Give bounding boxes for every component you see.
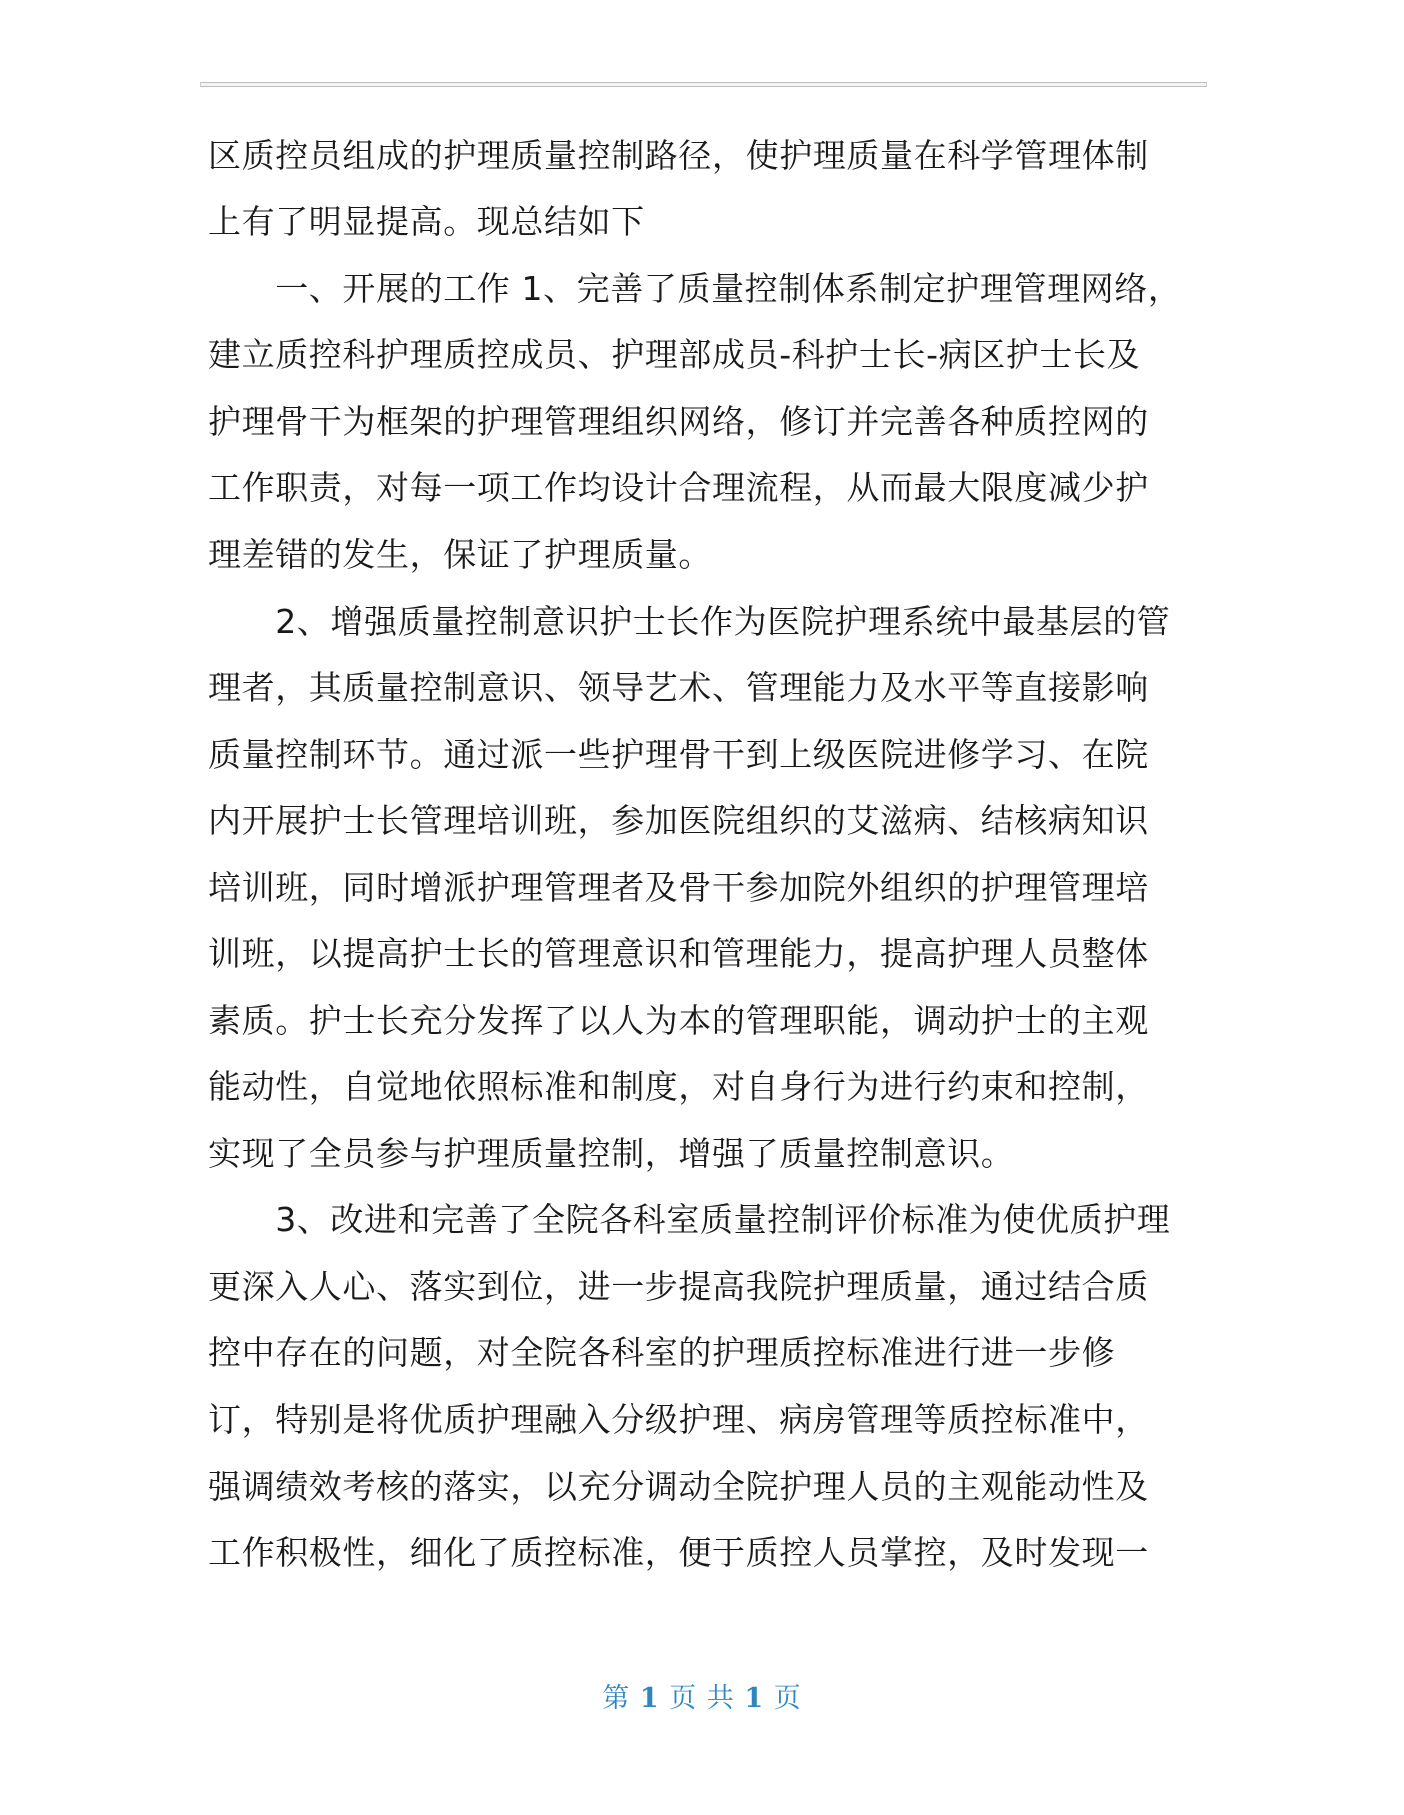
page-footer [0,1676,1404,1715]
text-line: 能动性，自觉地依照标准和制度，对自身行为进行约束和控制， [208,1067,1149,1106]
text-line: 上有了明显提高。现总结如下 [208,202,645,241]
text-line: 素质。护士长充分发挥了以人为本的管理职能，调动护士的主观 [208,1001,1149,1040]
footer-prefix: 第 [602,1683,631,1714]
text-line: 建立质控科护理质控成员、护理部成员-科护士长-病区护士长及 [208,335,1141,374]
text-line: 护理骨干为框架的护理管理组织网络，修订并完善各种质控网的 [208,402,1149,441]
text-line: 质量控制环节。通过派一些护理骨干到上级医院进修学习、在院 [208,735,1149,774]
header-rule [200,82,1207,87]
text-line: 2、增强质量控制意识护士长作为医院护理系统中最基层的管 [208,602,1171,641]
text-line: 理差错的发生，保证了护理质量。 [208,535,712,574]
text-line: 实现了全员参与护理质量控制，增强了质量控制意识。 [208,1134,1015,1173]
text-line: 训班，以提高护士长的管理意识和管理能力，提高护理人员整体 [208,934,1149,973]
footer-middle: 页 共 [669,1683,735,1714]
text-line: 工作职责，对每一项工作均设计合理流程，从而最大限度减少护 [208,468,1149,507]
total-pages-number: 1 [744,1683,765,1714]
text-line: 控中存在的问题，对全院各科室的护理质控标准进行进一步修 [208,1333,1116,1372]
text-line: 培训班，同时增派护理管理者及骨干参加院外组织的护理管理培 [208,868,1149,907]
text-line: 工作积极性，细化了质控标准，便于质控人员掌控，及时发现一 [208,1533,1149,1572]
text-line: 强调绩效考核的落实，以充分调动全院护理人员的主观能动性及 [208,1467,1149,1506]
text-line: 订，特别是将优质护理融入分级护理、病房管理等质控标准中， [208,1400,1149,1439]
current-page-number: 1 [639,1683,660,1714]
text-line: 3、改进和完善了全院各科室质量控制评价标准为使优质护理 [208,1200,1171,1239]
text-line: 内开展护士长管理培训班，参加医院组织的艾滋病、结核病知识 [208,801,1149,840]
text-line: 区质控员组成的护理质量控制路径，使护理质量在科学管理体制 [208,136,1149,175]
text-line: 理者，其质量控制意识、领导艺术、管理能力及水平等直接影响 [208,668,1149,707]
text-line: 一、开展的工作 1、完善了质量控制体系制定护理管理网络， [208,269,1182,308]
text-line: 更深入人心、落实到位，进一步提高我院护理质量，通过结合质 [208,1267,1149,1306]
footer-suffix: 页 [773,1683,802,1714]
